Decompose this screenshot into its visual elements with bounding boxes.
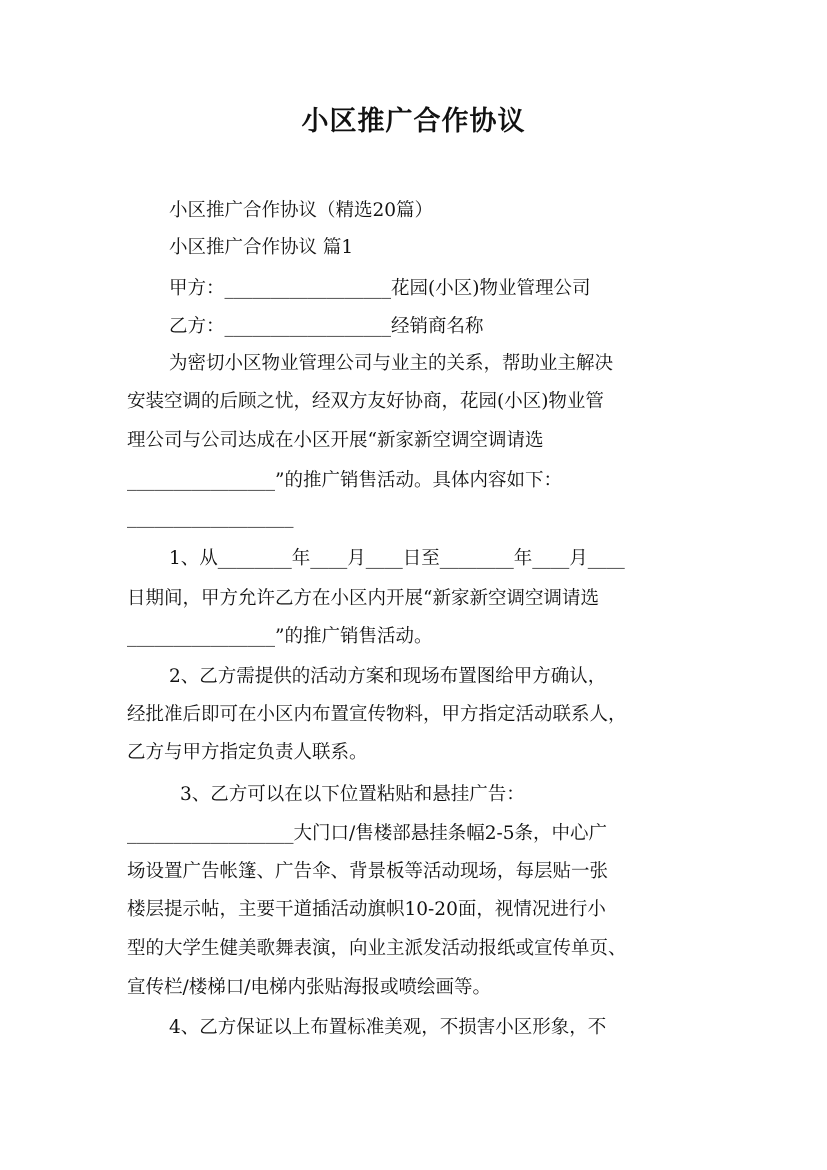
blank-field: __________________ [127,507,294,528]
subtitle-line: 小区推广合作协议（精选20篇） [169,200,434,221]
paragraph-line [127,466,700,496]
paragraph-text: ”的推广销售活动。具体内容如下： [275,470,562,491]
party-b-blank: __________________ [224,316,392,337]
party-b-line [169,312,484,342]
clause-1-line: 日期间，甲方允许乙方在小区内开展“新家新空调空调请选 [127,588,599,609]
party-a-line [169,274,590,304]
party-a-name: 花园(小区)物业管理公司 [391,278,591,299]
paragraph-line: 为密切小区物业管理公司与业主的关系，帮助业主解决 [169,353,614,374]
document-title: 小区推广合作协议 [301,106,526,137]
clause-3-line: 型的大学生健美歌舞表演，向业主派发活动报纸或宣传单页、 [127,938,627,959]
party-a-label: 甲方： [169,278,225,299]
paragraph-text: 大门口/售楼部悬挂条幅2-5条，中心广 [293,823,608,844]
clause-3-line: 3、乙方可以在以下位置粘贴和悬挂广告： [180,784,525,805]
party-b-label: 乙方： [169,316,225,337]
clause-3-line: 宣传栏/楼梯口/电梯内张贴海报或喷绘画等。 [127,977,491,998]
clause-4-line: 4、乙方保证以上布置标准美观，不损害小区形象，不 [169,1017,607,1038]
clause-2-line: 2、乙方需提供的活动方案和现场布置图给甲方确认， [169,666,607,687]
blank-field: ________________ [127,626,275,647]
clause-3-line: 楼层提示帖，主要干道插活动旗帜10-20面，视情况进行小 [127,899,606,920]
clause-1-line [127,622,700,652]
clause-3-line [127,819,700,849]
clause-2-line: 乙方与甲方指定负责人联系。 [127,742,368,763]
section-heading: 小区推广合作协议 篇1 [169,237,354,258]
paragraph-line: 安装空调的后顾之忧，经双方友好协商，花园(小区)物业管 [127,391,604,412]
blank-field: __________________ [127,823,294,844]
paragraph-text: ”的推广销售活动。 [275,626,433,647]
party-b-name: 经销商名称 [391,316,484,337]
clause-1-line: 1、从________年____月____日至________年____月____ [169,548,625,569]
paragraph-line: 理公司与公司达成在小区开展“新家新空调空调请选 [127,430,544,451]
party-a-blank: __________________ [224,278,392,299]
clause-2-line: 经批准后即可在小区内布置宣传物料，甲方指定活动联系人， [127,704,627,725]
clause-3-line: 场设置广告帐篷、广告伞、背景板等活动现场，每层贴一张 [127,861,609,882]
blank-field: ________________ [127,470,275,491]
